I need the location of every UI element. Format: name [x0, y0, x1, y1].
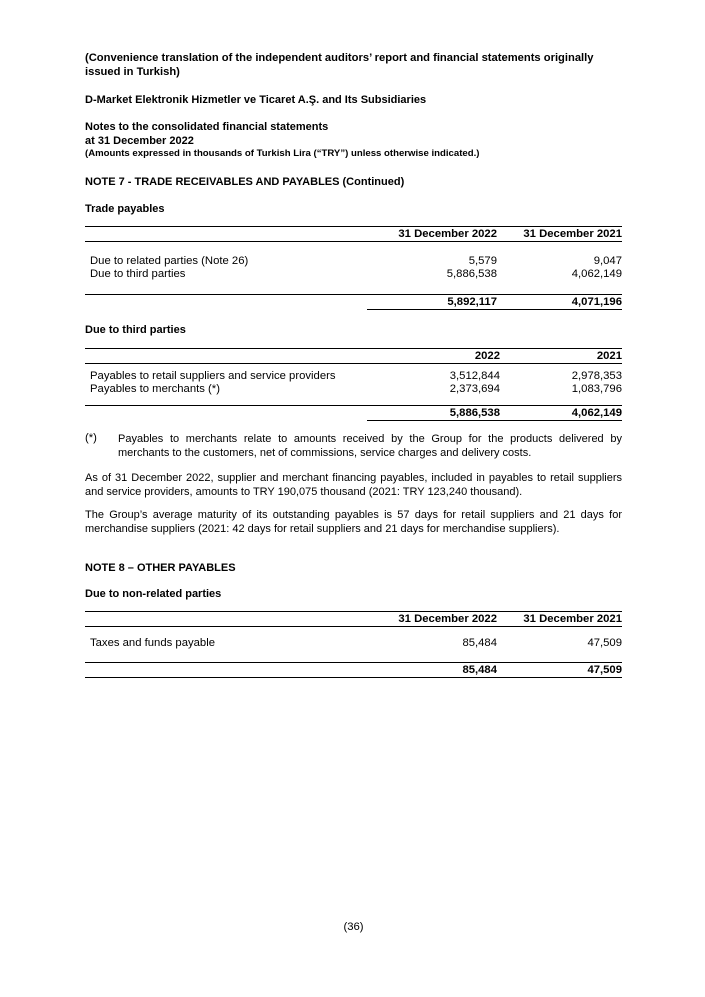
row-value: 3,512,844 [449, 370, 500, 382]
table-header-rule [85, 363, 622, 364]
total-value: 47,509 [587, 664, 622, 676]
company-name: D-Market Elektronik Hizmetler ve Ticaret A.Ş. and Its Subsidiaries [85, 94, 427, 106]
translation-note: (Convenience translation of the independent auditors’ report and financial statements originally issued in Turkish) [85, 52, 594, 78]
financing-paragraph: As of 31 December 2022, supplier and merchant financing payables, included in payables to retail suppliers and service providers, amounts to TRY 190,075 thousand (2021: TRY 123,240 thousand). [85, 472, 622, 498]
column-header: 2021 [596, 350, 622, 362]
statement-date: at 31 December 2022 [85, 135, 194, 147]
row-label: Taxes and funds payable [90, 637, 215, 649]
column-header: 31 December 2021 [523, 613, 622, 625]
table-top-rule [85, 611, 622, 612]
row-value: 47,509 [587, 637, 622, 649]
column-header: 31 December 2021 [523, 228, 622, 240]
amounts-note: (Amounts expressed in thousands of Turkish Lira (“TRY”) unless otherwise indicated.) [85, 148, 480, 159]
table-header-rule [85, 626, 622, 627]
total-top-rule [85, 662, 622, 663]
footnote-mark: (*) [85, 432, 97, 444]
total-bottom-rule [367, 420, 622, 421]
footnote [85, 432, 622, 462]
row-value: 9,047 [593, 255, 622, 267]
total-bottom-rule [85, 677, 622, 678]
table-header-rule [85, 241, 622, 242]
row-label: Payables to retail suppliers and service providers [90, 370, 336, 382]
row-value: 2,978,353 [571, 370, 622, 382]
total-value: 5,892,117 [447, 296, 497, 308]
row-value: 4,062,149 [571, 268, 622, 280]
row-label: Due to third parties [90, 268, 186, 280]
total-value: 85,484 [462, 664, 497, 676]
notes-title: Notes to the consolidated financial statements [85, 121, 329, 133]
table-top-rule [85, 348, 622, 349]
maturity-paragraph: The Group’s average maturity of its outstanding payables is 57 days for retail suppliers and 21 days for merchandise suppliers (2021: 42 days for retail suppliers and 21 days for merchandise suppliers). [85, 509, 622, 535]
row-value: 5,579 [468, 255, 497, 267]
table-top-rule [85, 226, 622, 227]
total-top-rule [85, 294, 622, 295]
column-header: 31 December 2022 [398, 228, 497, 240]
row-value: 5,886,538 [446, 268, 497, 280]
row-value: 2,373,694 [449, 383, 500, 395]
note8-title: NOTE 8 – OTHER PAYABLES [85, 562, 236, 574]
row-value: 1,083,796 [571, 383, 622, 395]
total-bottom-rule [367, 309, 622, 310]
third-parties-heading: Due to third parties [85, 324, 186, 336]
trade-payables-heading: Trade payables [85, 203, 165, 215]
note7-title: NOTE 7 - TRADE RECEIVABLES AND PAYABLES (Continued) [85, 176, 405, 188]
total-value: 4,071,196 [571, 296, 622, 308]
footnote-text: Payables to merchants relate to amounts received by the Group for the products delivered by merchants to the customers, net of commissions, service charges and delivery costs. [118, 433, 622, 459]
column-header: 2022 [474, 350, 500, 362]
row-label: Payables to merchants (*) [90, 383, 220, 395]
total-value: 5,886,538 [449, 407, 500, 419]
row-value: 85,484 [462, 637, 497, 649]
row-label: Due to related parties (Note 26) [90, 255, 249, 267]
total-top-rule [85, 405, 622, 406]
column-header: 31 December 2022 [398, 613, 497, 625]
total-value: 4,062,149 [571, 407, 622, 419]
non-related-heading: Due to non-related parties [85, 588, 222, 600]
page-number: (36) [343, 921, 364, 933]
